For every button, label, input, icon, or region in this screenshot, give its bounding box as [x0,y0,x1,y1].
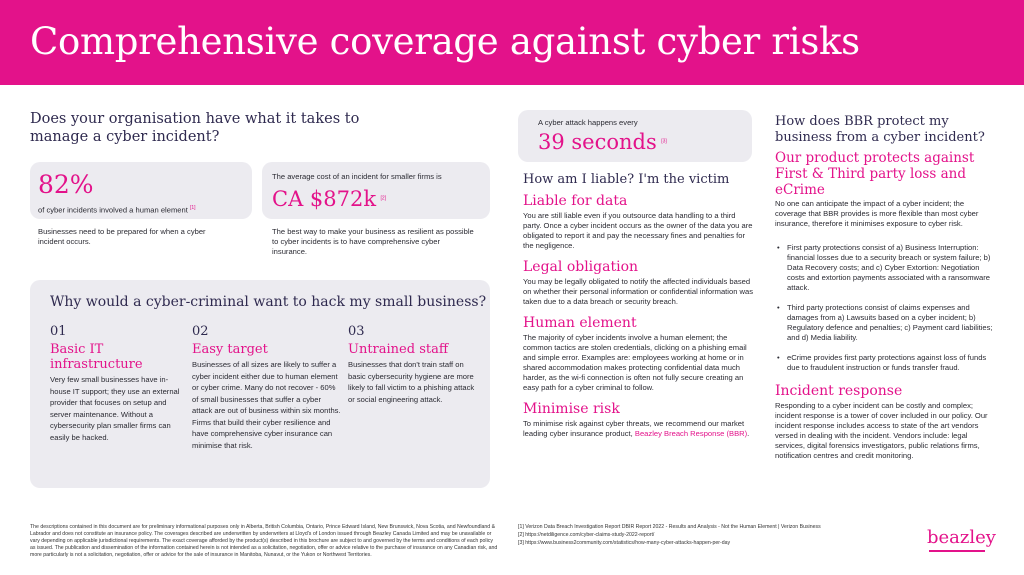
incident-title: Incident response [775,383,903,399]
right-body [775,199,997,461]
stat-cost-value: CA $872k [272,187,377,211]
stat-box-human-element [30,162,252,219]
stat-value-82: 82% [38,170,94,199]
stat-cost-lead: The average cost of an incident for smaller firms is [272,172,442,181]
reason-item-1 [50,324,182,443]
stat-text-82-label: of cyber incidents involved a human element [38,205,188,215]
attack-frequency-box [518,110,752,162]
ref-3: [3] [661,138,667,145]
reason-title-2: Easy target [192,342,268,357]
attack-lead: A cyber attack happens every [538,118,638,127]
protection-third-party: • Third party protections consist of claims expenses and damages from a) Lawsuits based on a cyber incident; b) Regulatory defence and penalties; c) Payment card liabilities; and d) Media liability. [775,303,997,343]
section-title-liable-data: Liable for data [523,193,628,209]
right-question: How does BBR protect my business from a cyber incident? [775,114,985,145]
section-title-legal: Legal obligation [523,259,639,275]
protection-ecrime: • eCrime provides first party protections against loss of funds due to fraudulent instruction or funds transfer fraud. [775,353,997,373]
reason-title-1: Basic IT infrastructure [50,342,143,372]
reference-1: [1] Verizon Data Breach Investigation Report DBIR Report 2022 - Results and Analysis - Not the Human Element | Verizon Business [518,524,821,530]
reason-number-1: 01 [50,324,67,339]
reason-body-2: Businesses of all sizes are likely to suffer a cyber incident either due to human element or cyber crime. Many do not recover - 60% of small businesses that suffer a cyber attack are out of business within six months. Firms that build their cyber resilience and have comprehensive cyber insurance can minimise that risk. [192,360,341,450]
reference-3: [3] https://www.business2community.com/statistics/how-many-cyber-attacks-happen-per-day [518,540,731,546]
stat-note-82: Businesses need to be prepared for when a cyber incident occurs. [38,227,206,246]
section-body-liable-data: You are still liable even if you outsource data handling to a third party. Once a cyber incident occurs as the owner of the data you are obligated to report it and pay the necessary fines and penalties for the negligence. [523,211,753,250]
why-hack-title: Why would a cyber-criminal want to hack my small business? [50,294,487,310]
protection-first-party: • First party protections consist of a) Business Interruption: financial losses due to a security breach or system failure; b) Data Recovery costs; and c) Cyber Extortion: Negotiation costs and extortion payments associated with a ransomware attack. [775,243,997,293]
bbr-link[interactable]: Beazley Breach Response (BBR) [634,429,748,438]
incident-body: Responding to a cyber incident can be costly and complex; incident response is a tower of cover included in our policy. Our incident response includes access to state of the art vendors versed in dealing with the incident. Vendors include: legal services, digital forensics investigators, public relations firms, notification centres and credit monitoring. [775,401,988,460]
logo-underline [929,550,985,552]
section-title-minimise: Minimise risk [523,401,620,417]
reason-body-1: Very few small businesses have in-house IT support; they use an external provider that focuses on setup and server maintenance. Without a cybersecurity plan smaller firms can easily be hacked. [50,375,180,442]
section-title-human: Human element [523,315,637,331]
footer-references [518,524,918,547]
ref-2: [2] [380,195,387,202]
protection-list [775,243,997,373]
reason-item-2 [192,324,342,451]
reason-number-3: 03 [348,324,365,339]
ref-1: [1] [189,205,196,211]
reason-item-3 [348,324,480,405]
section-body-human: The majority of cyber incidents involve a human element; the common tactics are stolen credentials, clicking on a phishing email and simple error. Examples are: employees working at home or in shared accommodation makes protecting confidential data much harder, as the wi-fi connection is often not fully secure creating an easy path for a cyber criminal to follow. [523,333,747,392]
reason-number-2: 02 [192,324,209,339]
title-banner [0,0,1024,85]
liable-sections [523,193,755,439]
section-body-minimise [523,419,755,439]
page-title: Comprehensive coverage against cyber risks [30,20,860,63]
liable-title: How am I liable? I'm the victim [523,172,730,187]
stat-cost-value-wrap [272,187,386,211]
attack-value: 39 seconds [538,130,657,154]
product-intro: No one can anticipate the impact of a cyber incident; the coverage that BBR provides is more flexible than most cyber insurance, therefore it minimises exposure to cyber risk. [775,199,979,228]
reason-body-3: Businesses that don't train staff on basic cybersecurity hygiene are more likely to fall victim to a phishing attack or social engineering attack. [348,360,475,404]
reason-title-3: Untrained staff [348,342,449,357]
beazley-logo: beazley [927,527,996,548]
product-title: Our product protects against First & Third party loss and eCrime [775,150,975,198]
attack-value-wrap [538,130,667,154]
why-hack-box [30,280,490,488]
section-body-legal: You may be legally obligated to notify the affected individuals based on whether their personal information or confidential information was taken due to a data breach or security breach. [523,277,754,306]
stat-cost-note: The best way to make your business as resilient as possible to cyber incidents is to have comprehensive cyber insurance. [272,227,474,256]
footer-disclaimer: The descriptions contained in this document are for preliminary informational purposes only in Alberta, British Columbia, Ontario, Prince Edward Island, New Brunswick, Nova Scotia, and Newfoundland & Labrador and does not constitute an insurance policy. The coverages described are underwritten by underwriters at Lloyd's of London issued through Beazley Canada Limited and may be unavailable or vary depending on applicable jurisdictional requirements. The exact coverage afforded by the product(s) described in this brochure are subject to and governed by the terms and conditions of each policy as issued. The publication and dissemination of the information contained herein is not intended as a solicitation, negotiation, offer or advice relative to the purchase of insurance on any Canadian risk, and more particularly is not a solicitation, negotiation, offer or advice for the sale of insurance in Manitoba, Nunavut, or the Yukon or Northwest Territories. [30,524,498,558]
stat-text-82 [38,203,248,216]
left-question: Does your organisation have what it takes to manage a cyber incident? [30,111,360,145]
stat-box-cost [262,162,490,219]
reference-2: [2] https://netdiligence.com/cyber-claims-study-2022-report/ [518,532,655,538]
minimise-text: To minimise risk against cyber threats, we recommend our market leading cyber insurance product, [523,419,745,438]
minimise-tail: . [747,429,750,438]
